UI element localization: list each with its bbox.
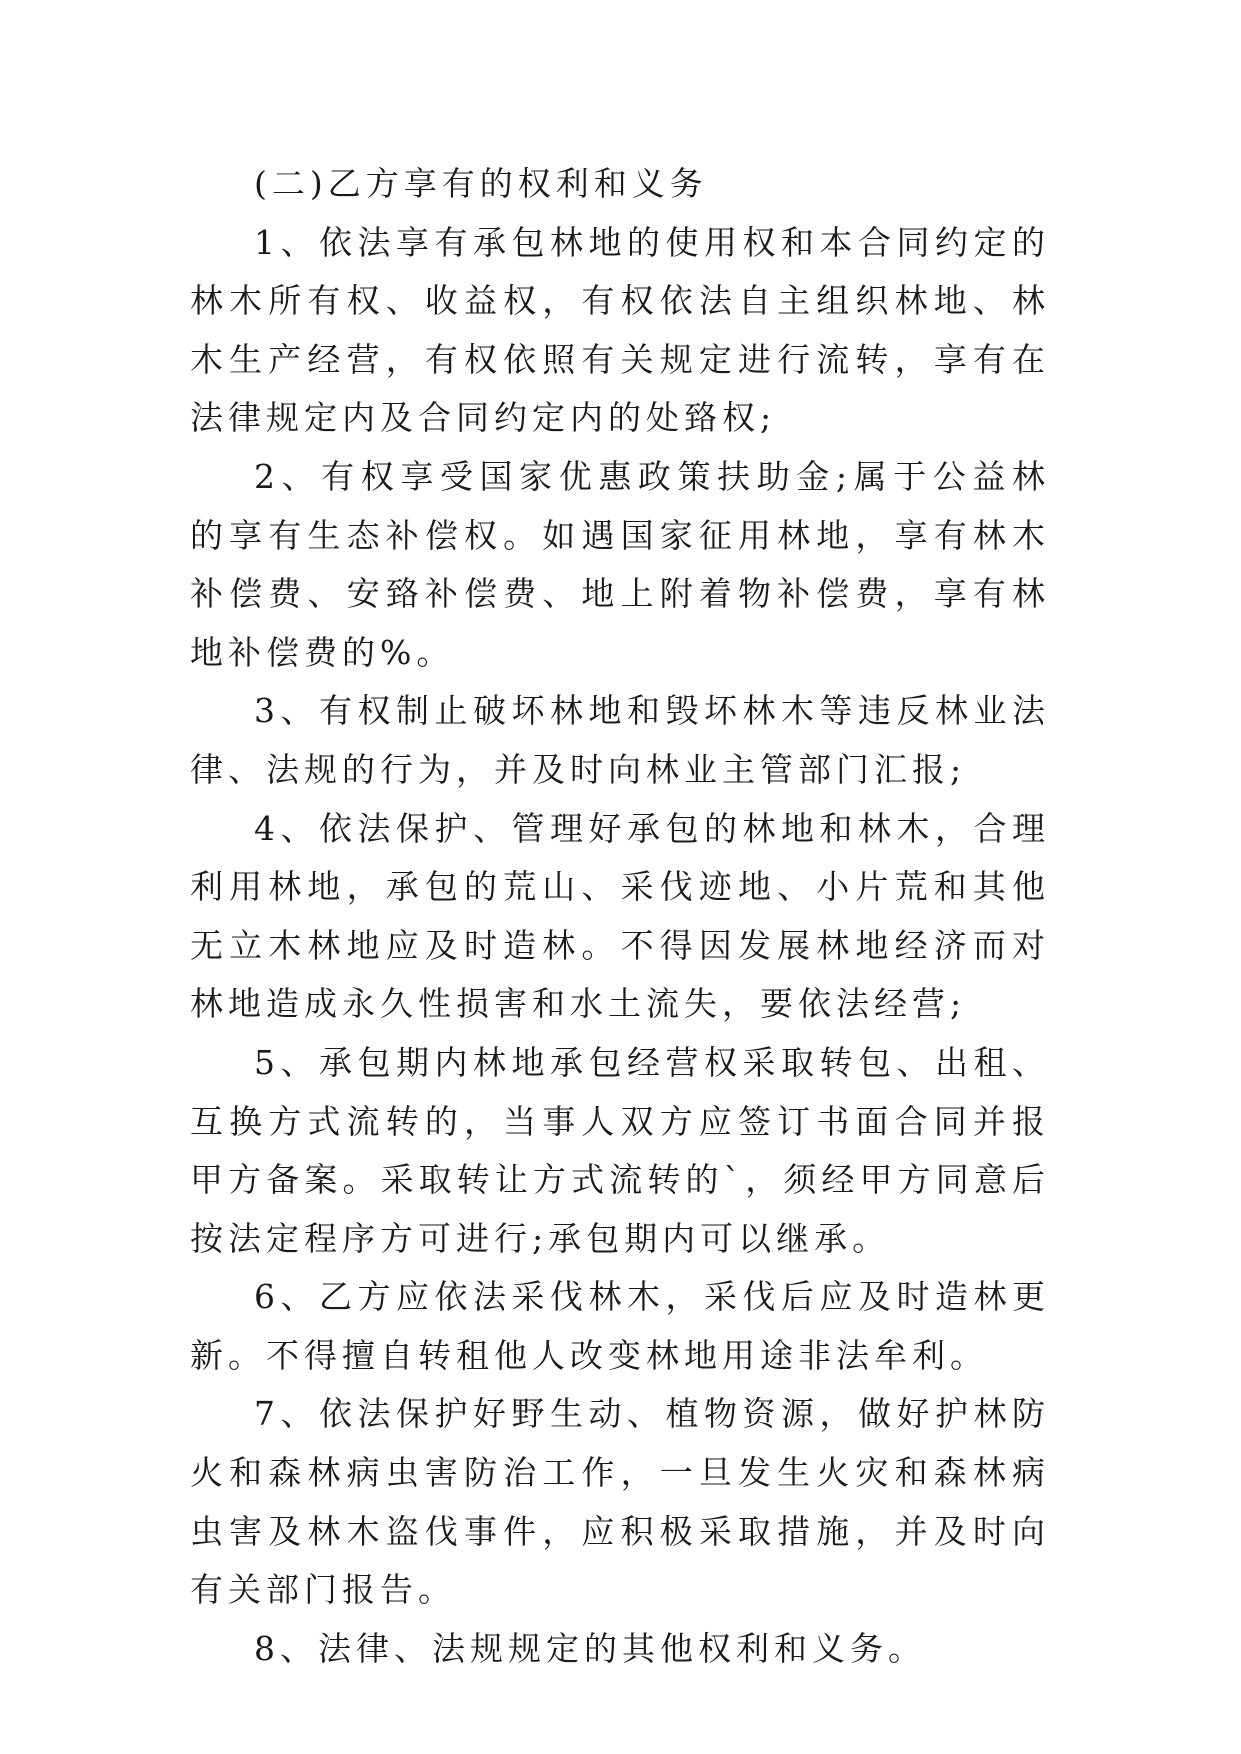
clause-5: 5、承包期内林地承包经营权采取转包、出租、互换方式流转的，当事人双方应签订书面合同并报甲方备案。采取转让方式流转的`，须经甲方同意后按法定程序方可进行;承包期内可以继承。 (190, 1042, 1050, 1258)
clause-8: 8、法律、法规规定的其他权利和义务。 (254, 1628, 926, 1668)
document-body (190, 155, 1050, 1678)
clause-7: 7、依法保护好野生动、植物资源，做好护林防火和森林病虫害防治工作，一旦发生火灾和森林病虫害及林木盗伐事件，应积极采取措施，并及时向有关部门报告。 (190, 1394, 1050, 1610)
clause-4: 4、依法保护、管理好承包的林地和林木，合理利用林地，承包的荒山、采伐迹地、小片荒和其他无立木林地应及时造林。不得因发展林地经济而对林地造成永久性损害和水土流失，要依法经营; (190, 808, 1050, 1024)
clause-6: 6、乙方应依法采伐林木，采伐后应及时造林更新。不得擅自转租他人改变林地用途非法牟利。 (190, 1277, 1050, 1375)
clause-1: 1、依法享有承包林地的使用权和本合同约定的林木所有权、收益权，有权依法自主组织林地、林木生产经营，有权依照有关规定进行流转，享有在法律规定内及合同约定内的处臵权; (190, 222, 1050, 438)
section-heading: (二)乙方享有的权利和义务 (254, 164, 708, 203)
clause-3: 3、有权制止破坏林地和毁坏林木等违反林业法律、法规的行为，并及时向林业主管部门汇报; (190, 691, 1050, 789)
clause-2: 2、有权享受国家优惠政策扶助金;属于公益林的享有生态补偿权。如遇国家征用林地，享有林木补偿费、安臵补偿费、地上附着物补偿费，享有林地补偿费的%。 (190, 456, 1050, 672)
